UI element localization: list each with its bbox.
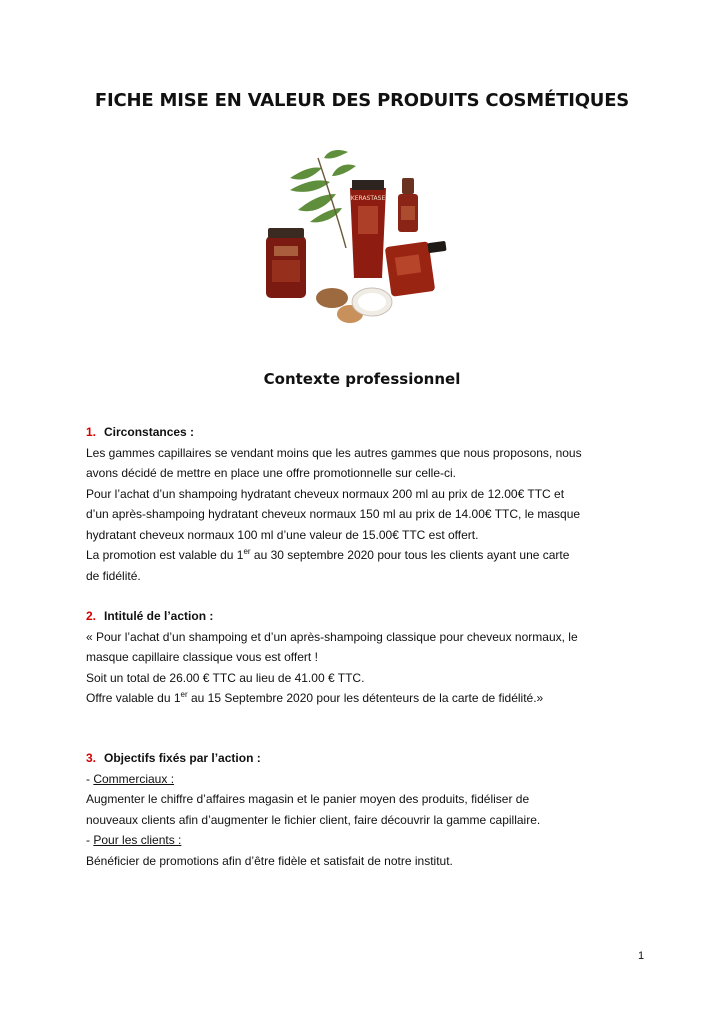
text-fragment: au 30 septembre 2020 pour tous les clients ayant une carte — [250, 548, 570, 562]
paragraph-line: nouveaux clients afin d’augmenter le fichier client, faire découvrir la gamme capillaire. — [86, 812, 541, 827]
underlined-label: Pour les clients : — [93, 833, 182, 847]
jar-and-nuts — [316, 288, 392, 323]
paragraph-line: « Pour l’achat d’un shampoing et d’un après-shampoing classique pour cheveux normaux, le — [86, 629, 578, 644]
paragraph-line: Les gammes capillaires se vendant moins que les autres gammes que nous proposons, nous — [86, 445, 582, 460]
text-fragment: La promotion est valable du 1 — [86, 548, 244, 562]
spray-bottle — [385, 241, 447, 297]
page-number: 1 — [638, 950, 645, 962]
section-heading — [86, 606, 646, 627]
section-objectifs — [86, 748, 646, 871]
serum-bottle — [398, 178, 418, 232]
section-heading-text: Objectifs fixés par l’action : — [104, 751, 261, 765]
section-intitule — [86, 606, 646, 709]
section-heading — [86, 422, 646, 443]
superscript: er — [243, 547, 251, 556]
paragraph-line — [86, 688, 646, 709]
section-heading-text: Circonstances : — [104, 425, 195, 439]
paragraph-line: d’un après-shampoing hydratant cheveux normaux 150 ml au prix de 14.00€ TTC, le masque — [86, 507, 581, 521]
text-fragment: Offre valable du 1 — [86, 691, 181, 705]
section-number: 2. — [86, 609, 97, 623]
paragraph-line: hydratant cheveux normaux 100 ml d’une valeur de 15.00€ TTC est offert. — [86, 527, 479, 542]
shampoo-bottle — [266, 228, 306, 298]
leaf-branch — [290, 150, 356, 222]
subheading-clients — [86, 830, 646, 851]
brand-text: KERASTASE — [350, 195, 386, 202]
section-title: Contexte professionnel — [263, 370, 461, 388]
section-number: 1. — [86, 425, 97, 439]
subheading-commerciaux — [86, 769, 646, 790]
paragraph-line: masque capillaire classique vous est offert ! — [86, 650, 318, 664]
paragraph-line: Pour l’achat d’un shampoing hydratant cheveux normaux 200 ml au prix de 12.00€ TTC et — [86, 486, 565, 501]
section-number: 3. — [86, 751, 97, 765]
paragraph-line: Soit un total de 26.00 € TTC au lieu de 41.00 € TTC. — [86, 670, 365, 685]
text-fragment: au 15 Septembre 2020 pour les détenteurs de la carte de fidélité.» — [187, 691, 544, 705]
superscript: er — [180, 690, 188, 699]
paragraph-line: avons décidé de mettre en place une offre promotionnelle sur celle-ci. — [86, 466, 456, 480]
underlined-label: Commerciaux : — [93, 771, 175, 786]
paragraph-line — [86, 545, 646, 566]
section-heading-text: Intitulé de l’action : — [104, 609, 214, 623]
product-photo — [262, 148, 470, 338]
section-circonstances — [86, 422, 646, 586]
document-title: FICHE MISE EN VALEUR DES PRODUITS COSMÉTIQUES — [94, 90, 630, 111]
text-fragment: - — [86, 833, 94, 847]
section-heading — [86, 748, 646, 769]
paragraph-line: Augmenter le chiffre d’affaires magasin et le panier moyen des produits, fidéliser de — [86, 792, 530, 806]
paragraph-line: de fidélité. — [86, 568, 141, 583]
text-fragment: - — [86, 771, 94, 786]
paragraph-line: Bénéficier de promotions afin d’être fidèle et satisfait de notre institut. — [86, 853, 453, 868]
conditioner-tube — [350, 180, 386, 278]
